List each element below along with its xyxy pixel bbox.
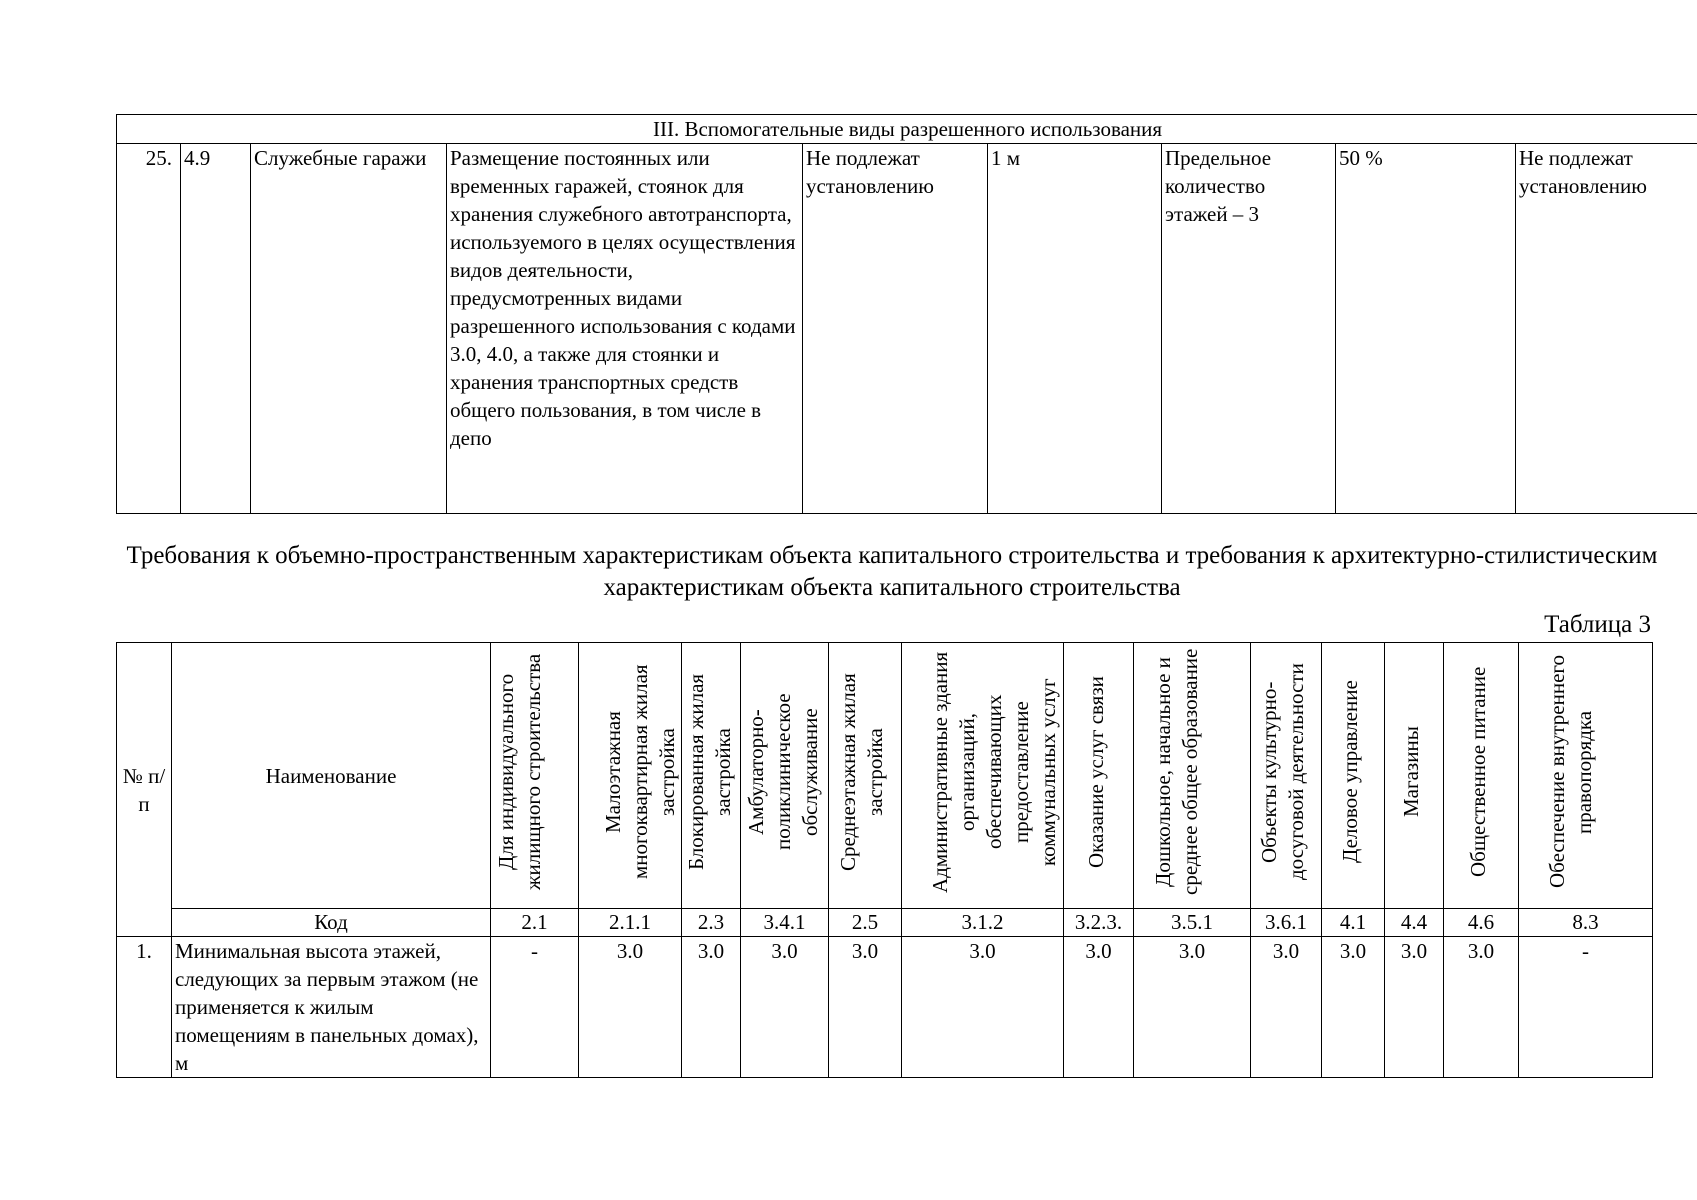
code-cell: 8.3 — [1519, 909, 1653, 937]
row-description: Размещение постоянных или временных гаражей, стоянок для хранения служебного автотранспорта, используемого в целях осуществления видов деятельности, предусмотренных видами разрешенного использования с кодами 3.0, 4.0, а также для стоянки и хранения транспортных средств общего пользования, в том числе в депо — [447, 144, 803, 514]
code-cell: 3.4.1 — [741, 909, 829, 937]
code-cell: 2.5 — [829, 909, 902, 937]
value-cell: 3.0 — [1251, 937, 1322, 1078]
code-cell: 4.1 — [1322, 909, 1385, 937]
code-cell: 4.4 — [1385, 909, 1444, 937]
value-cell: 3.0 — [741, 937, 829, 1078]
column-header: Общественное питание — [1466, 666, 1490, 878]
row-col7: Предельное количество этажей – 3 — [1162, 144, 1336, 514]
value-cell: - — [491, 937, 579, 1078]
code-label: Код — [172, 909, 491, 937]
value-cell: 3.0 — [682, 937, 741, 1078]
column-header: Административные здания организаций, обеспечивающих предоставление коммунальных услуг — [927, 651, 1060, 893]
code-cell: 2.1 — [491, 909, 579, 937]
num-header: № п/п — [117, 643, 172, 937]
code-cell: 2.1.1 — [579, 909, 682, 937]
row-code: 4.9 — [181, 144, 251, 514]
row-name: Минимальная высота этажей, следующих за первым этажом (не применяется к жилым помещениям в панельных домах), м — [172, 937, 491, 1078]
column-header: Среднеэтажная жилая застройка — [836, 673, 887, 871]
value-cell: 3.0 — [829, 937, 902, 1078]
row-number: 25. — [117, 144, 181, 514]
column-header: Малоэтажная многоквартирная жилая застройка — [601, 664, 679, 880]
code-cell: 3.2.3. — [1064, 909, 1134, 937]
column-header: Обеспечение внутреннего правопорядка — [1544, 655, 1596, 889]
requirements-title: Требования к объемно-пространственным характеристикам объекта капитального строительства и требования к архитектурно-стилистическим характеристикам объекта капитального строительства — [126, 542, 1658, 601]
column-header: Дошкольное, начальное и среднее общее образование — [1151, 648, 1202, 896]
row-col5: Не подлежат установлению — [803, 144, 988, 514]
code-cell: 4.6 — [1444, 909, 1519, 937]
value-cell: 3.0 — [1444, 937, 1519, 1078]
code-cell: 3.1.2 — [902, 909, 1064, 937]
value-cell: 3.0 — [1064, 937, 1134, 1078]
row-col6: 1 м — [988, 144, 1162, 514]
column-header: Магазины — [1399, 726, 1423, 818]
value-cell: - — [1519, 937, 1653, 1078]
requirements-table — [116, 642, 1653, 1078]
row-name: Служебные гаражи — [251, 144, 447, 514]
column-header: Оказание услуг связи — [1083, 676, 1108, 868]
value-cell: 3.0 — [1322, 937, 1385, 1078]
row-col8: 50 % — [1336, 144, 1516, 514]
name-header: Наименование — [172, 643, 491, 909]
column-header: Для индивидуального жилищного строительства — [493, 653, 545, 891]
value-cell: 3.0 — [902, 937, 1064, 1078]
value-cell: 3.0 — [579, 937, 682, 1078]
section-title: III. Вспомогательные виды разрешенного использования — [117, 115, 1697, 144]
code-cell: 3.5.1 — [1134, 909, 1251, 937]
column-header: Блокированная жилая застройка — [684, 673, 735, 871]
row-number: 1. — [117, 937, 172, 1078]
row-col9: Не подлежат установлению — [1516, 144, 1697, 514]
code-cell: 2.3 — [682, 909, 741, 937]
table-row — [117, 937, 1653, 1078]
column-header: Объекты культурно-досуговой деятельности — [1257, 663, 1308, 881]
column-header: Амбулаторно-поликлиническое обслуживание — [743, 693, 822, 851]
permitted-use-table — [116, 114, 1697, 514]
value-cell: 3.0 — [1134, 937, 1251, 1078]
code-cell: 3.6.1 — [1251, 909, 1322, 937]
value-cell: 3.0 — [1385, 937, 1444, 1078]
table-label: Таблица 3 — [1544, 611, 1651, 638]
column-header: Деловое управление — [1338, 680, 1362, 864]
